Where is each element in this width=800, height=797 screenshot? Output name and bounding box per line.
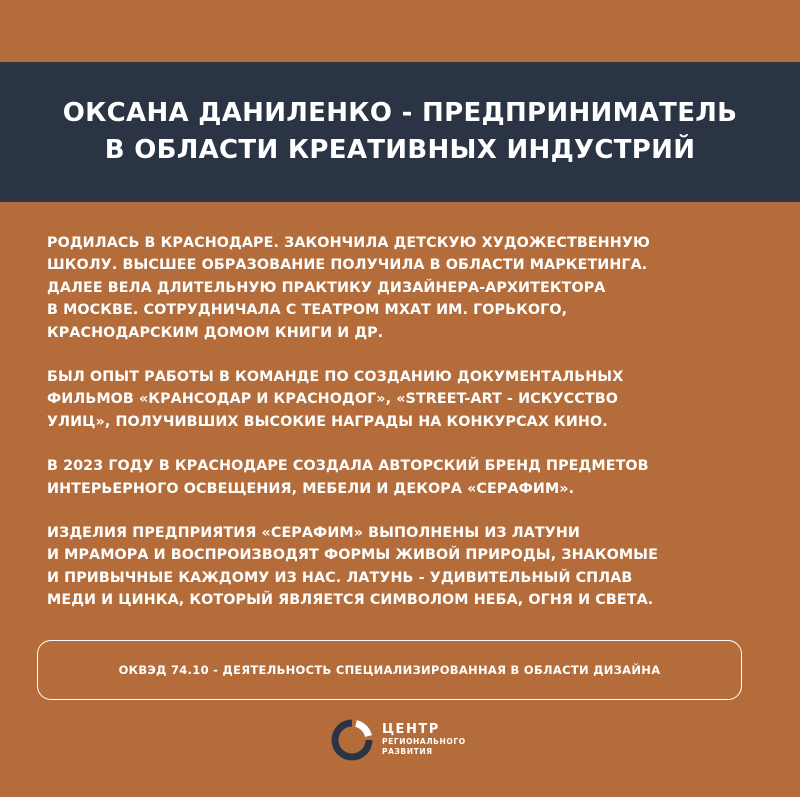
paragraph-line: ИЗДЕЛИЯ ПРЕДПРИЯТИЯ «СЕРАФИМ» ВЫПОЛНЕНЫ ИЗ ЛАТУНИ (47, 525, 580, 542)
org-logo (330, 718, 466, 762)
biography-text (47, 232, 767, 634)
paragraph-line: И ПРИВЫЧНЫЕ КАЖДОМУ ИЗ НАС. ЛАТУНЬ - УДИВИТЕЛЬНЫЙ СПЛАВ (47, 569, 633, 586)
paragraph-line: ИНТЕРЬЕРНОГО ОСВЕЩЕНИЯ, МЕБЕЛИ И ДЕКОРА «СЕРАФИМ». (47, 480, 575, 497)
header-title-line-2: В ОБЛАСТИ КРЕАТИВНЫХ ИНДУСТРИЙ (104, 135, 696, 165)
paragraph-line: В МОСКВЕ. СОТРУДНИЧАЛА С ТЕАТРОМ МХАТ ИМ. ГОРЬКОГО, (47, 302, 568, 319)
paragraph-line: БЫЛ ОПЫТ РАБОТЫ В КОМАНДЕ ПО СОЗДАНИЮ ДОКУМЕНТАЛЬНЫХ (47, 369, 624, 386)
logo-wordmark (382, 723, 466, 757)
header-title-line-1: ОКСАНА ДАНИЛЕНКО - ПРЕДПРИНИМАТЕЛЬ (62, 98, 738, 128)
logo-line-2: РЕГИОНАЛЬНОГО (382, 737, 466, 746)
paragraph-line: В 2023 ГОДУ В КРАСНОДАРЕ СОЗДАЛА АВТОРСКИЙ БРЕНД ПРЕДМЕТОВ (47, 458, 649, 475)
header-banner (0, 62, 800, 202)
paragraph-line: И МРАМОРА И ВОСПРОИЗВОДЯТ ФОРМЫ ЖИВОЙ ПРИРОДЫ, ЗНАКОМЫЕ (47, 547, 658, 564)
paragraph-line: ФИЛЬМОВ «КРАНСОДАР И КРАСНОДОГ», «STREET-ART - ИСКУССТВО (47, 391, 618, 408)
ring-logo-icon (330, 718, 374, 762)
okved-box (37, 640, 742, 700)
paragraph-4 (47, 522, 767, 612)
paragraph-line: ШКОЛУ. ВЫСШЕЕ ОБРАЗОВАНИЕ ПОЛУЧИЛА В ОБЛАСТИ МАРКЕТИНГА. (47, 257, 648, 274)
paragraph-line: МЕДИ И ЦИНКА, КОТОРЫЙ ЯВЛЯЕТСЯ СИМВОЛОМ НЕБА, ОГНЯ И СВЕТА. (47, 592, 654, 609)
okved-text: ОКВЭД 74.10 - ДЕЯТЕЛЬНОСТЬ СПЕЦИАЛИЗИРОВАННАЯ В ОБЛАСТИ ДИЗАЙНА (118, 663, 661, 677)
paragraph-line: КРАСНОДАРСКИМ ДОМОМ КНИГИ И ДР. (47, 324, 384, 341)
paragraph-line: РОДИЛАСЬ В КРАСНОДАРЕ. ЗАКОНЧИЛА ДЕТСКУЮ ХУДОЖЕСТВЕННУЮ (47, 235, 650, 251)
paragraph-3 (47, 455, 767, 500)
logo-line-3: РАЗВИТИЯ (382, 747, 433, 756)
paragraph-line: УЛИЦ», ПОЛУЧИВШИХ ВЫСОКИЕ НАГРАДЫ НА КОНКУРСАХ КИНО. (47, 413, 608, 430)
paragraph-line: ДАЛЕЕ ВЕЛА ДЛИТЕЛЬНУЮ ПРАКТИКУ ДИЗАЙНЕРА-АРХИТЕКТОРА (47, 279, 606, 296)
paragraph-2 (47, 366, 767, 433)
logo-line-1: ЦЕНТР (382, 722, 440, 737)
paragraph-1 (47, 232, 767, 344)
